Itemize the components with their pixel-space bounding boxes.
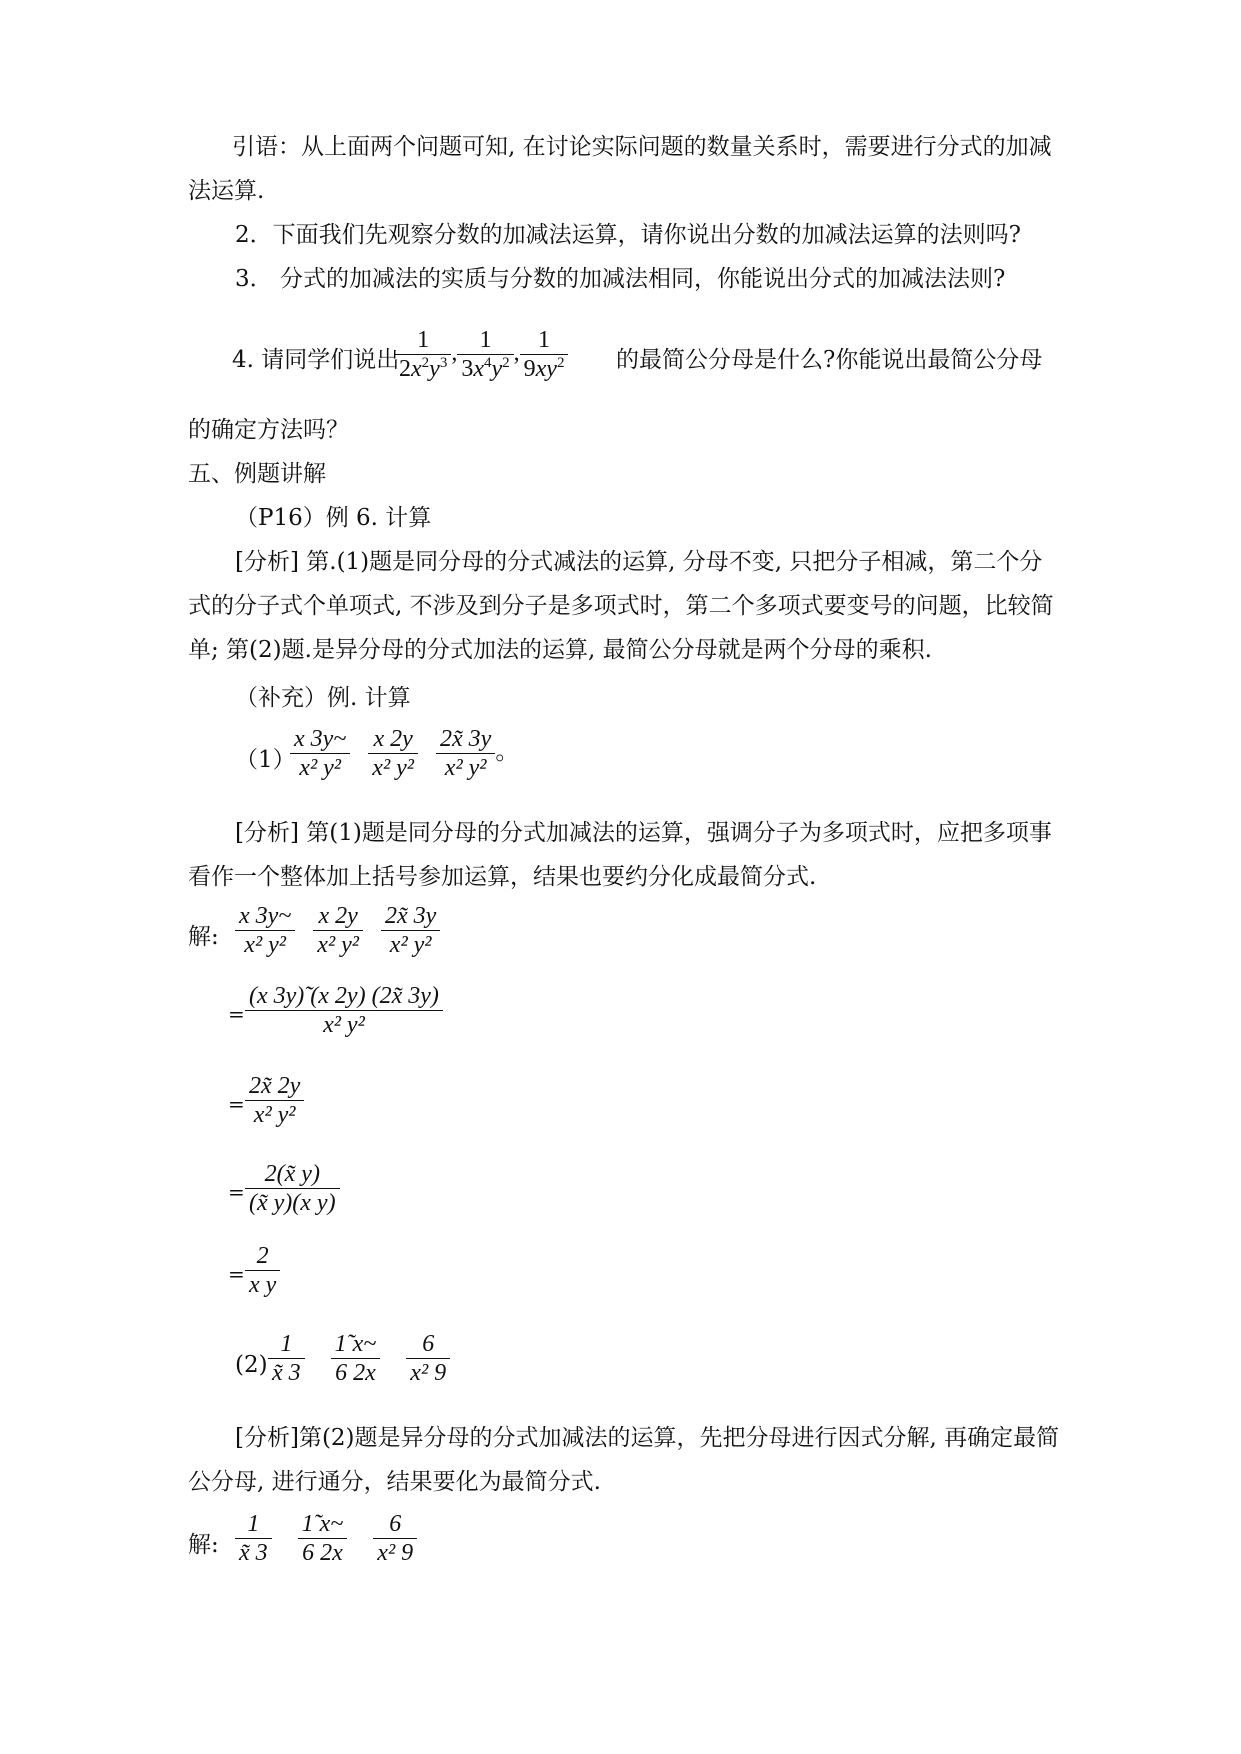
example-6-title: （P16）例 6. 计算 (235, 505, 432, 531)
fraction: $\frac{6}{\text{x² 9}}$ (373, 1510, 417, 1567)
intro-line-1: 引语：从上面两个问题可知, 在讨论实际问题的数量关系时，需要进行分式的加减 (232, 134, 1052, 160)
fraction: $\frac{1}{2x^2y^3}$ (395, 326, 451, 383)
fraction: $\frac{x 2y}{\text{x² y²}}$ (368, 725, 418, 782)
analysis-2-line-2: 看作一个整体加上括号参加运算，结果也要约分化成最简分式. (188, 864, 817, 890)
fraction: $\frac{x 3y\sim}{\text{x² y²}}$ (290, 725, 350, 782)
analysis-1-line-3: 单; 第(2)题.是异分母的分式加法的运算, 最简公分母就是两个分母的乘积. (188, 637, 932, 663)
fraction: $\frac{2x̃ 3y}{\text{x² y²}}$ (381, 902, 440, 959)
question-2: 2．下面我们先观察分数的加减法运算，请你说出分数的加减法运算的法则吗? (235, 222, 1021, 248)
question-4-continuation: 的确定方法吗？ (188, 417, 349, 443)
fraction: $\frac{x 2y}{\text{x² y²}}$ (313, 902, 363, 959)
solution-1-step-2 (245, 1072, 304, 1129)
fraction: $\frac{1}{3x^4y^2}$ (457, 326, 513, 383)
analysis-1-line-1: [分析] 第.(1)题是同分母的分式减法的运算, 分母不变, 只把分子相减，第二个分 (235, 549, 1043, 575)
fraction: $\frac{(x 3y)̃ (x 2y) (2x̃ 3y)}{\text{x² y²}}$ (245, 982, 443, 1039)
solution-1-step-1 (245, 982, 443, 1039)
equals-sign: = (228, 1002, 245, 1026)
fraction: $\frac{x 3y\sim}{\text{x² y²}}$ (235, 902, 295, 959)
question-4-fractions: $\frac{1}{2x^2y^3}$ , $\frac{1}{3x^4y^2}$ , $\frac{1}{9xy^2}$ (395, 326, 568, 383)
fraction: $\frac{1}{x̃ 3}$ (235, 1510, 272, 1567)
item-1-label: （1） (235, 747, 296, 773)
solution-1-label: 解: (188, 924, 219, 950)
fraction: $\frac{1}{x̃ 3}$ (268, 1330, 305, 1387)
equals-sign: = (228, 1092, 245, 1116)
fraction: $\frac{1̃ x\sim}{6 2x}$ (298, 1510, 348, 1567)
solution-2-label: 解: (188, 1532, 219, 1558)
fraction: $\frac{2(x̃ y)}{\text{(x̃ y)(x y)}}$ (245, 1160, 340, 1217)
analysis-1-line-2: 式的分子式个单项式, 不涉及到分子是多项式时，第二个多项式要变号的问题，比较简 (188, 593, 1054, 619)
supplement-title: （补充）例. 计算 (235, 685, 411, 711)
solution-1-expression (235, 902, 440, 959)
analysis-3-line-1: [分析]第(2)题是异分母的分式加减法的运算，先把分母进行因式分解, 再确定最简 (235, 1425, 1060, 1451)
example-2-expression (268, 1330, 450, 1387)
analysis-2-line-1: [分析] 第(1)题是同分母的分式加减法的运算，强调分子为多项式时，应把多项事 (235, 820, 1052, 846)
question-4-prefix: 4. 请同学们说出 (232, 347, 400, 373)
equals-sign: = (228, 1262, 245, 1286)
solution-1-step-4 (245, 1242, 280, 1299)
fraction: $\frac{2x̃ 2y}{\text{x² y²}}$ (245, 1072, 304, 1129)
question-3: 3． 分式的加减法的实质与分数的加减法相同，你能说出分式的加减法法则? (235, 266, 1006, 292)
item-2-label: (2) (235, 1352, 268, 1378)
fraction: $\frac{6}{\text{x² 9}}$ (406, 1330, 450, 1387)
section-heading: 五、例题讲解 (188, 461, 326, 487)
fraction: $\frac{1̃ x\sim}{6 2x}$ (331, 1330, 381, 1387)
analysis-3-line-2: 公分母, 进行通分，结果要化为最简分式. (188, 1469, 601, 1495)
solution-1-step-3 (245, 1160, 340, 1217)
fraction: $\frac{1}{9xy^2}$ (520, 326, 569, 383)
question-4-suffix: 的最简公分母是什么?你能说出最简公分母 (616, 347, 1043, 373)
example-1-expression: $\frac{x 3y\sim}{\text{x² y²}}$ $\frac{x 2y}{\text{x² y²}}$ $\frac{2x̃ 3y}{\text{x² y²}}$ 。 (290, 725, 519, 782)
equals-sign: = (228, 1180, 245, 1204)
fraction: $\frac{2x̃ 3y}{\text{x² y²}}$ (436, 725, 495, 782)
fraction: $\frac{2}{\text{x y}}$ (245, 1242, 280, 1299)
intro-line-2: 法运算. (188, 178, 265, 204)
solution-2-expression (235, 1510, 417, 1567)
